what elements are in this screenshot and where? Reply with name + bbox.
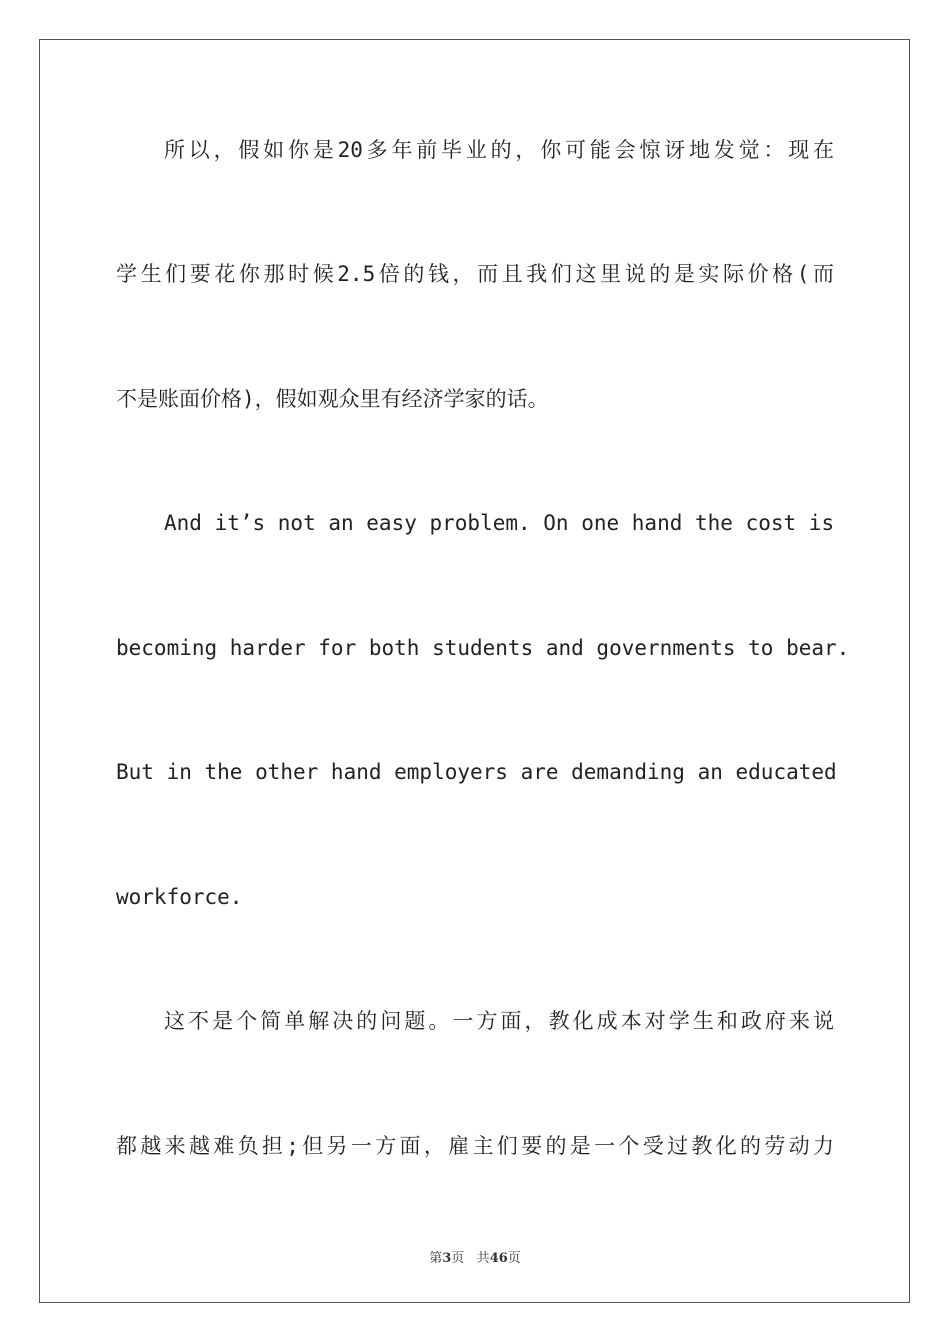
current-page-number: 3 [442,1251,452,1266]
paragraph-2-line-1: And it’s not an easy problem. On one hand the cost is [164,511,835,535]
footer-page-suffix: 页 [451,1251,465,1266]
paragraph-1-line-3: 不是账面价格)，假如观众里有经济学家的话。 [116,387,549,411]
total-page-count: 46 [489,1251,508,1266]
paragraph-2-line-3: But in the other hand employers are demanding an educated [116,760,837,784]
paragraph-3-line-1: 这不是个简单解决的问题。一方面，教化成本对学生和政府来说 [164,1009,834,1033]
paragraph-1-line-1: 所以，假如你是20多年前毕业的，你可能会惊讶地发觉：现在 [164,138,834,162]
paragraph-2-line-4: workforce. [116,885,243,909]
footer-total-prefix: 共 [476,1251,490,1266]
page-border [39,39,910,1303]
paragraph-2-line-2: becoming harder for both students and governments to bear. [116,636,850,660]
page-number-footer [0,1247,950,1266]
paragraph-3-line-2: 都越来越难负担;但另一方面，雇主们要的是一个受过教化的劳动力 [116,1134,834,1158]
paragraph-1-line-2: 学生们要花你那时候2.5倍的钱，而且我们这里说的是实际价格(而 [116,262,834,286]
footer-prefix: 第 [429,1251,443,1266]
footer-total-suffix: 页 [507,1251,521,1266]
